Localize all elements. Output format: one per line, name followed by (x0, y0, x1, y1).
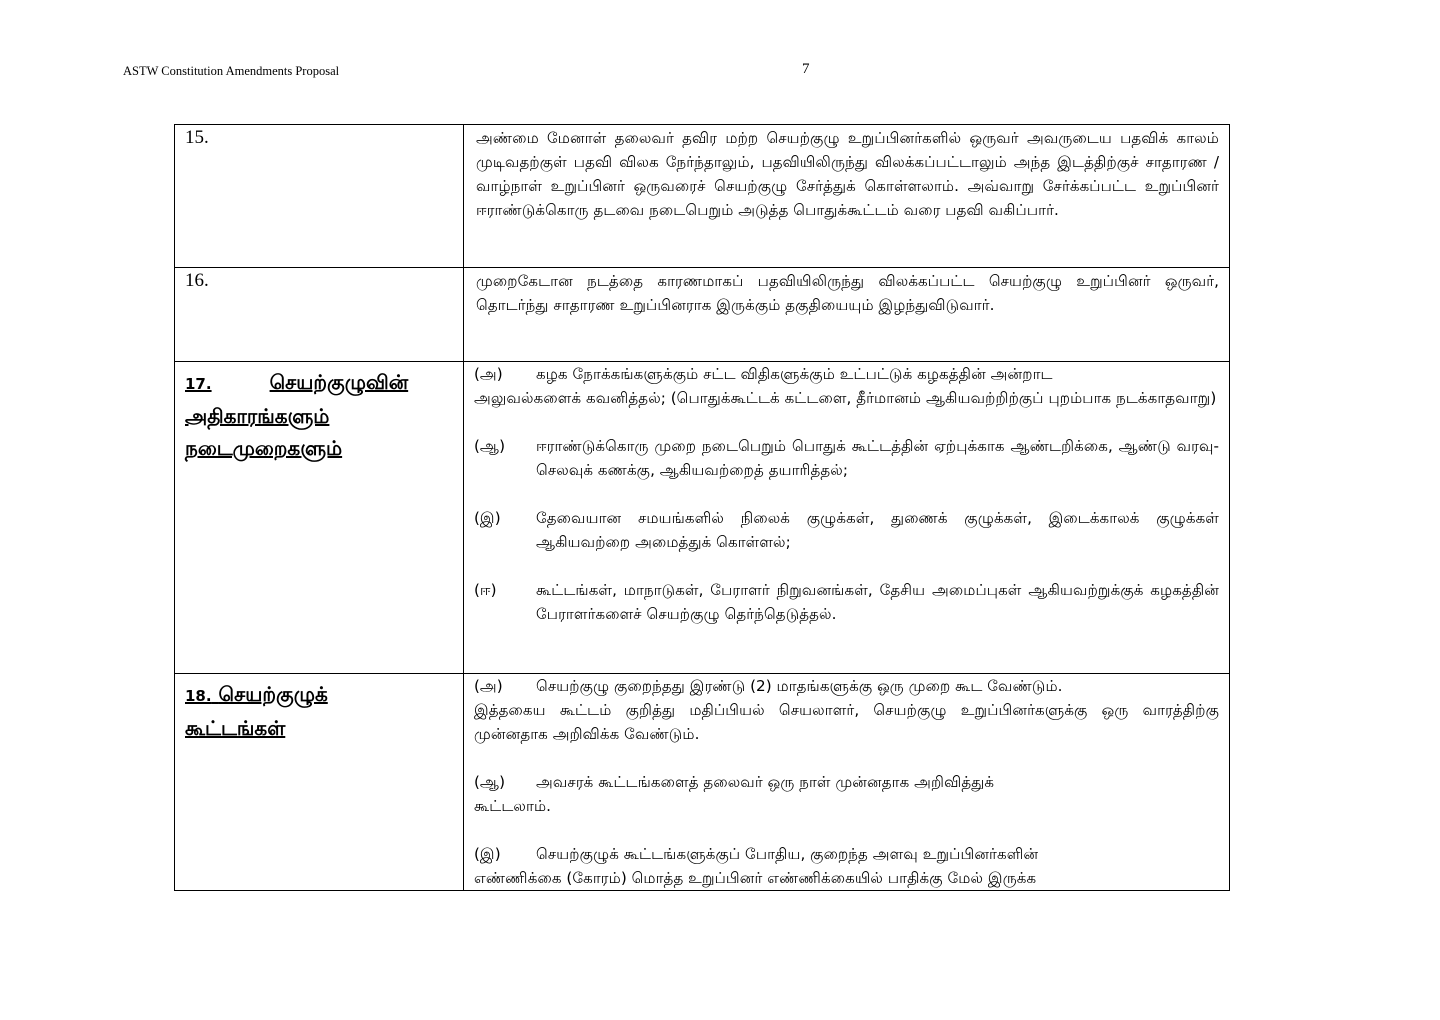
item-text-continued: கூட்டலாம். (474, 797, 551, 815)
clause-text-cell (464, 268, 1230, 362)
clause-number: 16. (185, 270, 209, 291)
section-items-cell (464, 674, 1230, 891)
table-row (175, 674, 1230, 891)
item-text-continued: எண்ணிக்கை (கோரம்) மொத்த உறுப்பினர் எண்ணிக்கையில் பாதிக்கு மேல் இருக்க (474, 869, 1037, 887)
table-row (175, 268, 1230, 362)
section-title-line: அதிகாரங்களும் (185, 404, 330, 428)
table-row (175, 362, 1230, 674)
section-heading-cell (175, 362, 464, 674)
section-title-line: கூட்டங்கள் (185, 716, 286, 740)
list-item (474, 674, 1219, 746)
item-text: அவசரக் கூட்டங்களைத் தலைவர் ஒரு நாள் முன்னதாக அறிவித்துக் (536, 773, 995, 791)
clause-text-cell (464, 125, 1230, 268)
list-item (474, 842, 1219, 890)
item-text: கழக நோக்கங்களுக்கும் சட்ட விதிகளுக்கும் உட்பட்டுக் கழகத்தின் அன்றாட (536, 365, 1053, 383)
section-title-line: செயற்குழுவின் (269, 370, 409, 394)
page-number: 7 (802, 61, 810, 77)
list-item (474, 362, 1219, 410)
item-marker: (இ) (474, 845, 501, 863)
clause-number-cell (175, 125, 464, 268)
item-marker: (அ) (474, 677, 503, 695)
list-item (474, 578, 1219, 626)
item-text-continued: இத்தகைய கூட்டம் குறித்து மதிப்பியல் செயலாளர், செயற்குழு உறுப்பினர்களுக்கு ஒரு வாரத்திற்கு முன்னதாக அறிவிக்க வேண்டும். (474, 701, 1219, 743)
item-text: ஈராண்டுக்கொரு முறை நடைபெறும் பொதுக் கூட்டத்தின் ஏற்புக்காக ஆண்டறிக்கை, ஆண்டு வரவு-செலவுக் கணக்கு, ஆகியவற்றைத் தயாரித்தல்; (536, 437, 1219, 479)
item-marker: (ஆ) (474, 773, 506, 791)
section-items-cell (464, 362, 1230, 674)
section-number: 17. (185, 375, 212, 393)
list-item (474, 770, 1219, 818)
item-marker: (இ) (474, 509, 501, 527)
section-number: 18. (185, 687, 212, 705)
table-row (175, 125, 1230, 268)
list-item (474, 506, 1219, 554)
clause-text: முறைகேடான நடத்தை காரணமாகப் பதவியிலிருந்து விலக்கப்பட்ட செயற்குழு உறுப்பினர் ஒருவர், தொடர்ந்து சாதாரண உறுப்பினராக இருக்கும் தகுதியையும் இழந்துவிடுவார். (476, 272, 1219, 314)
amendments-table (174, 124, 1230, 891)
item-marker: (ஆ) (474, 437, 506, 455)
item-text-continued: அலுவல்களைக் கவனித்தல்; (பொதுக்கூட்டக் கட்டளை, தீர்மானம் ஆகியவற்றிற்குப் புறம்பாக நடக்காதவாறு) (474, 389, 1217, 407)
section-heading (175, 674, 463, 744)
item-marker: (அ) (474, 365, 503, 383)
item-text: செயற்குழு குறைந்தது இரண்டு (2) மாதங்களுக்கு ஒரு முறை கூட வேண்டும். (536, 677, 1063, 695)
clause-number: 15. (185, 127, 209, 148)
item-text: கூட்டங்கள், மாநாடுகள், பேராளர் நிறுவனங்கள், தேசிய அமைப்புகள் ஆகியவற்றுக்குக் கழகத்தின் பேராளர்களைச் செயற்குழு தெர்ந்தெடுத்தல். (536, 581, 1219, 623)
section-title-line: செயற்குழுக் (218, 682, 328, 706)
section-heading (175, 362, 463, 464)
item-marker: (ஈ) (474, 581, 497, 599)
item-text: செயற்குழுக் கூட்டங்களுக்குப் போதிய, குறைந்த அளவு உறுப்பினர்களின் (536, 845, 1039, 863)
clause-number-cell (175, 268, 464, 362)
document-title: ASTW Constitution Amendments Proposal (123, 64, 340, 78)
clause-text: அண்மை மேனாள் தலைவர் தவிர மற்ற செயற்குழு உறுப்பினர்களில் ஒருவர் அவருடைய பதவிக் காலம் முடிவதற்குள் பதவி விலக நேர்ந்தாலும், பதவியிலிருந்து விலக்கப்பட்டாலும் அந்த இடத்திற்குச் சாதாரண / வாழ்நாள் உறுப்பினர் ஒருவரைச் செயற்குழு சேர்த்துக் கொள்ளலாம். அவ்வாறு சேர்க்கப்பட்ட உறுப்பினர் ஈராண்டுக்கொரு தடவை நடைபெறும் அடுத்த பொதுக்கூட்டம் வரை பதவி வகிப்பார். (476, 129, 1219, 219)
list-item (474, 434, 1219, 482)
section-title-line: நடைமுறைகளும் (185, 436, 343, 460)
section-heading-cell (175, 674, 464, 891)
item-text: தேவையான சமயங்களில் நிலைக் குழுக்கள், துணைக் குழுக்கள், இடைக்காலக் குழுக்கள் ஆகியவற்றை அமைத்துக் கொள்ளல்; (536, 509, 1219, 551)
